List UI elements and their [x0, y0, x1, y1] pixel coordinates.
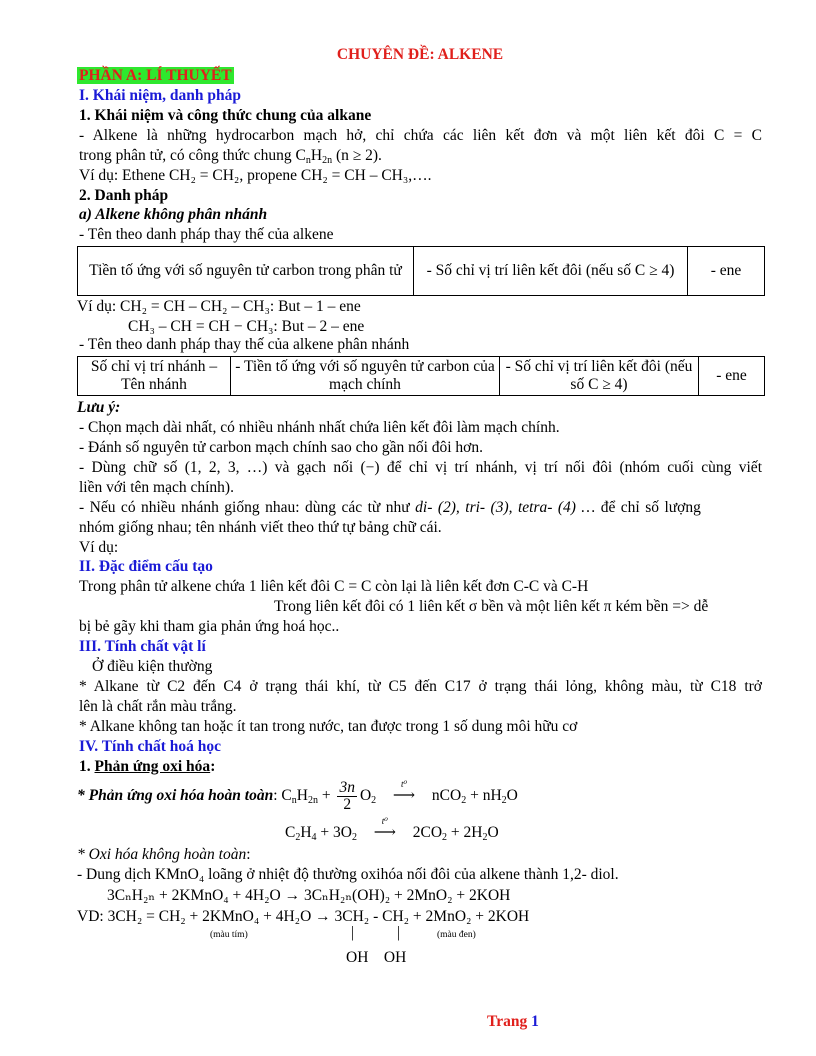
table-cell: - Tiền tố ứng với số nguyên tử carbon của mạch chính — [231, 357, 500, 396]
physical-state-line-2: lên là chất rắn màu trắng. — [79, 698, 237, 715]
kmno4-example-equation: VD: 3CH₂ = CH₂ + 2KMnO₄ + 4H₂O → 3CH₂ - CH₂ + 2MnO₂ + 2KOH — [77, 908, 530, 925]
table-cell: - ene — [699, 357, 765, 396]
part-a-heading — [77, 66, 234, 86]
fraction-denominator: 2 — [343, 795, 352, 813]
note-item-4-line-1 — [79, 498, 762, 518]
subsection-title: Phản ứng oxi hóa — [94, 758, 211, 775]
physical-condition: Ở điều kiện thường — [92, 658, 213, 675]
table-cell: Số chỉ vị trí nhánh – Tên nhánh — [78, 357, 231, 396]
incomplete-oxidation-text: * Oxi hóa không hoàn toàn — [77, 846, 247, 863]
section-3-heading: III. Tính chất vật lí — [79, 638, 206, 655]
section-1-heading: I. Khái niệm, danh pháp — [79, 87, 241, 104]
note-item-4-text: - Nếu có nhiều nhánh giống nhau: dùng các từ như — [79, 499, 416, 516]
paragraph-1-line-1: - Alkene là những hydrocarbon mạch hở, chỉ chứa các liên kết đơn và một liên kết đôi C = C — [79, 127, 762, 144]
black-color-label: (màu đen) — [437, 930, 476, 940]
table-cell: - ene — [688, 247, 765, 296]
hydroxyl-groups: OH OH — [346, 949, 407, 966]
kmno4-description: - Dung dịch KMnO₄ loãng ở nhiệt độ thường oxihóa nối đôi của alkene thành 1,2- diol. — [77, 866, 619, 883]
part-a-label: PHẦN A: LÍ THUYẾT — [79, 67, 232, 84]
bond-paragraph-line-2: bị bẻ gãy khi tham gia phản ứng hoá học.. — [79, 618, 340, 635]
table-row — [78, 357, 765, 396]
section-4-heading: IV. Tính chất hoá học — [79, 738, 221, 755]
page-number: 1 — [531, 1013, 539, 1030]
kmno4-general-equation: 3CₙH₂ₙ + 2KMnO₄ + 4H₂O → 3CₙH₂ₙ(OH)₂ + 2MnO₂ + 2KOH — [107, 887, 511, 904]
complete-oxidation-label: * Phản ứng oxi hóa hoàn toàn — [77, 787, 274, 804]
coefficient-fraction — [337, 780, 357, 813]
subsection-number: 1. — [79, 758, 95, 775]
structure-paragraph: Trong phân tử alkene chứa 1 liên kết đôi C = C còn lại là liên kết đơn C-C và C-H — [79, 578, 589, 595]
paragraph-1-text: trong phân tử, có công thức chung C — [79, 147, 306, 164]
note-item-3-line-2: liền với tên mạch chính). — [79, 479, 234, 496]
table-cell: - Số chỉ vị trí liên kết đôi (nếu số C ≥ 4) — [414, 247, 688, 296]
naming-rule-unbranched: - Tên theo danh pháp thay thế của alkene — [79, 226, 334, 243]
section-2-heading: II. Đặc điểm cấu tạo — [79, 558, 213, 575]
heat-condition: t⁰ — [400, 779, 408, 789]
naming-rule-branched: - Tên theo danh pháp thay thế của alkene phân nhánh — [79, 336, 410, 353]
physical-state-line-1: * Alkane từ C2 đến C4 ở trạng thái khí, từ C5 đến C17 ở trạng thái lỏng, không màu, từ C18 trở — [79, 678, 762, 695]
naming-table-branched — [77, 356, 765, 396]
bond-line-right: | — [397, 924, 401, 941]
ethene-combustion-equation: $C_2H_4 + 3O_2$ t⁰ ⟶ $2CO_2 + 2H_2O$ — [285, 823, 499, 843]
example-but-1-ene: Ví dụ: CH₂ = CH – CH₂ – CH₃: But – 1 – ene — [77, 298, 361, 315]
subsection-4-1-heading — [79, 757, 215, 777]
table-cell: Tiền tố ứng với số nguyên tử carbon trong phân tử — [78, 247, 414, 296]
heat-condition: t⁰ — [381, 816, 388, 826]
formula-sub-2n: 2n — [322, 155, 333, 166]
subsection-colon: : — [210, 758, 216, 775]
example-but-2-ene: CH₃ – CH = CH − CH₃: But – 2 – ene — [128, 318, 365, 335]
solubility-paragraph: * Alkane không tan hoặc ít tan trong nước, tan được trong 1 số dung môi hữu cơ — [79, 718, 578, 735]
complete-oxidation-equation: * Phản ứng oxi hóa hoàn toàn: $C_nH_{2n}$ + $\frac{3n}{2}$ $O_2$ t⁰ ⟶ $nCO_2 + nH_2O$ — [77, 779, 518, 813]
note-item-4-tail: để chỉ số lượng — [595, 499, 701, 516]
formula-condition: (n ≥ 2). — [332, 147, 382, 164]
bond-paragraph-line-1: Trong liên kết đôi có 1 liên kết σ bền và một liên kết π kém bền => dễ — [274, 598, 709, 615]
note-item-4-line-2: nhóm giống nhau; tên nhánh viết theo thứ tự bảng chữ cái. — [79, 519, 442, 536]
paragraph-1-line-2 — [79, 146, 382, 166]
purple-color-label: (màu tím) — [210, 930, 248, 940]
footer-word: Trang — [487, 1013, 528, 1030]
incomplete-oxidation-label: * Oxi hóa không hoàn toàn: — [77, 846, 251, 863]
note-heading: Lưu ý: — [77, 399, 121, 416]
bond-line-left: | — [351, 924, 355, 941]
note-item-1: - Chọn mạch dài nhất, có nhiều nhánh nhất chứa liên kết đôi làm mạch chính. — [79, 419, 560, 436]
page-footer — [487, 1012, 539, 1032]
formula-sub-n: n — [305, 155, 311, 166]
subsection-1-2a-heading: a) Alkene không phân nhánh — [79, 206, 268, 223]
reaction-arrow: t⁰ ⟶ — [384, 779, 424, 813]
page-title: CHUYÊN ĐỀ: ALKENE — [336, 46, 504, 63]
note-item-3-line-1: - Dùng chữ số (1, 2, 3, …) và gạch nối (−) để chỉ vị trí nhánh, vị trí nối đôi (nhóm cuối cùng viết — [79, 459, 762, 476]
subsection-1-1-heading: 1. Khái niệm và công thức chung của alkane — [79, 107, 372, 124]
reaction-arrow: t⁰ ⟶ — [365, 823, 405, 843]
example-label: Ví dụ: — [79, 539, 119, 556]
table-cell: - Số chỉ vị trí liên kết đôi (nếu số C ≥ 4) — [500, 357, 699, 396]
note-item-4-prefixes: di- (2), tri- (3), tetra- (4) … — [415, 499, 596, 516]
fraction-numerator: 3n — [339, 778, 355, 796]
table-row — [78, 247, 765, 296]
example-ethene: Ví dụ: Ethene CH₂ = CH₂, propene CH₂ = CH – CH₃,…. — [79, 167, 432, 184]
note-item-2: - Đánh số nguyên tử carbon mạch chính sao cho gần nối đôi hơn. — [79, 439, 484, 456]
subsection-1-2-heading: 2. Danh pháp — [79, 187, 169, 204]
naming-table-unbranched — [77, 246, 765, 296]
formula-h: H — [310, 147, 323, 164]
